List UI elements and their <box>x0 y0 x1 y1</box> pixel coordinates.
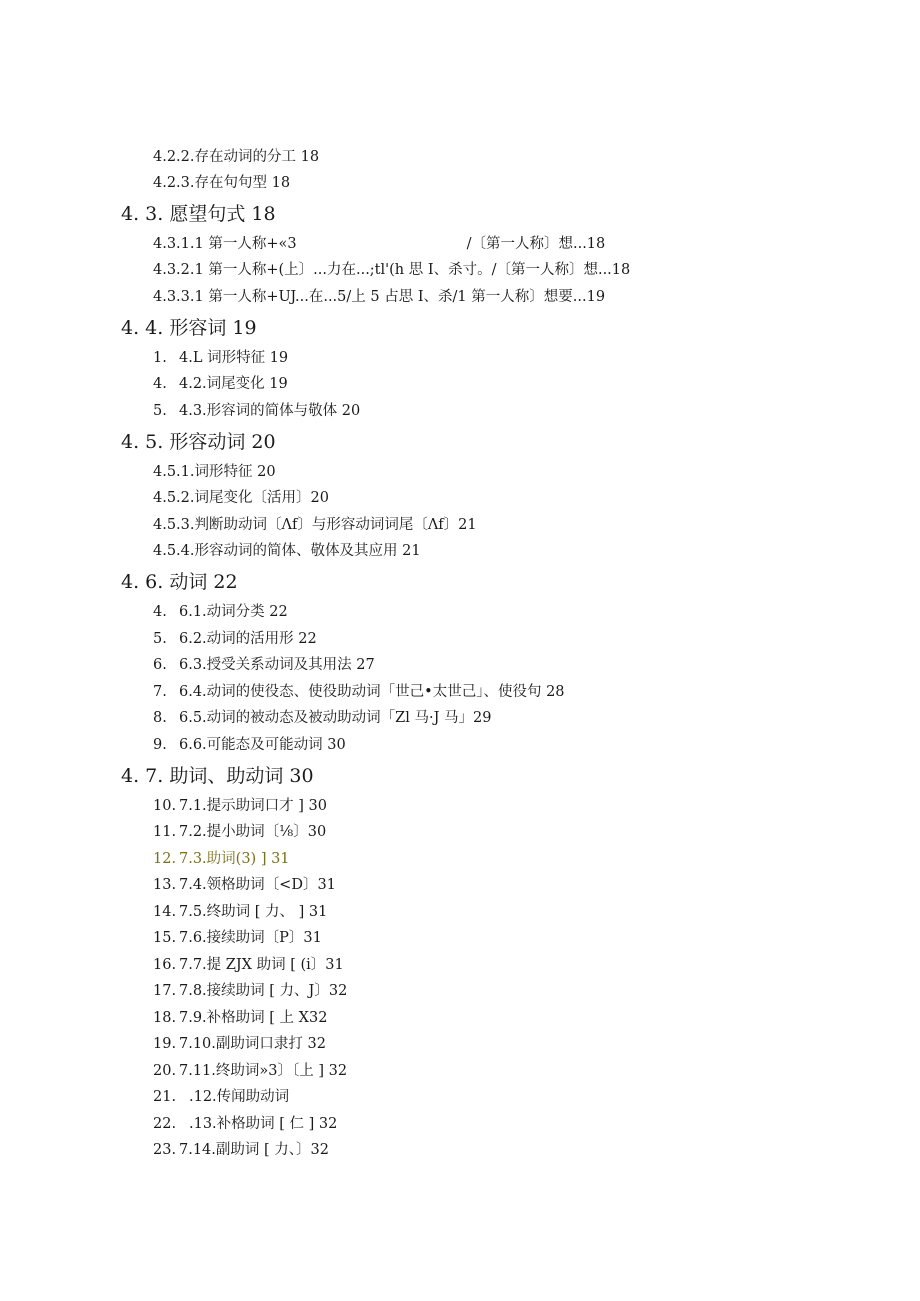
toc-number: 13. <box>153 877 177 893</box>
toc-number: 5. <box>153 403 167 419</box>
toc-number: 10. <box>153 798 177 814</box>
toc-entry-4-7-12: .12.传闻助动词 <box>189 1089 290 1105</box>
toc-entry-4-7-14: 7.14.副助词 [ 力、〕32 <box>179 1142 329 1158</box>
toc-entry-4-4-2: 4.2.词尾变化 19 <box>179 376 288 392</box>
toc-heading-4-7: 4. 7. 助词、助动词 30 <box>121 765 314 787</box>
toc-entry-4-6-4: 6.4.动词的使役态、使役助动词「世己•太世己」、使役句 28 <box>179 684 565 700</box>
toc-entry-4-7-11: 7.11.终助词»3〕〔上 ] 32 <box>179 1063 348 1079</box>
toc-entry-4-6-3: 6.3.授受关系动词及其用法 27 <box>179 657 375 673</box>
toc-entry-4-5-4: 4.5.4.形容动词的简体、敬体及其应用 21 <box>153 543 421 559</box>
toc-entry-4-7-4: 7.4.领格助词〔<D〕31 <box>179 877 336 893</box>
toc-entry-4-7-7: 7.7.提 ZJX 助词 [ (i〕31 <box>179 957 344 973</box>
toc-entry-4-5-1: 4.5.1.词形特征 20 <box>153 464 276 480</box>
toc-entry-4-7-3: 7.3.助词(3) ] 31 <box>179 851 290 867</box>
toc-heading-4-5: 4. 5. 形容动词 20 <box>121 431 276 453</box>
toc-number: 19. <box>153 1036 177 1052</box>
toc-entry-4-7-6: 7.6.接续助词〔P〕31 <box>179 930 322 946</box>
toc-entry-4-7-1: 7.1.提示助词口才 ] 30 <box>179 798 327 814</box>
toc-entry-4-7-10: 7.10.副助词口隶打 32 <box>179 1036 326 1052</box>
toc-number: 17. <box>153 983 177 999</box>
toc-number: 6. <box>153 657 167 673</box>
toc-entry-4-3-2-1: 4.3.2.1 第一人称+(上〕...力在...;tl'(h 思 I、杀寸。/〔第一人称〕想...18 <box>153 262 631 278</box>
toc-number: 9. <box>153 737 167 753</box>
toc-number: 21. <box>153 1089 177 1105</box>
toc-entry-4-6-6: 6.6.可能态及可能动词 30 <box>179 737 346 753</box>
toc-entry-4-3-3-1: 4.3.3.1 第一人称+UJ...在...5/上 5 占思 I、杀/1 第一人称〕想要...19 <box>153 289 606 305</box>
toc-entry-4-5-2: 4.5.2.词尾变化〔活用〕20 <box>153 490 329 506</box>
toc-number: 7. <box>153 684 167 700</box>
toc-heading-4-6: 4. 6. 动词 22 <box>121 571 238 593</box>
toc-number: 11. <box>153 824 177 840</box>
toc-number: 4. <box>153 604 167 620</box>
toc-heading-4-4: 4. 4. 形容词 19 <box>121 317 257 339</box>
toc-entry-4-3-1-1 <box>153 237 605 252</box>
toc-entry-4-5-3: 4.5.3.判断助动词〔Λf〕与形容动词词尾〔Λf〕21 <box>153 517 477 533</box>
toc-heading-4-3: 4. 3. 愿望句式 18 <box>121 203 276 225</box>
toc-entry-4-7-9: 7.9.补格助词 [ 上 X32 <box>179 1010 328 1026</box>
toc-number: 12. <box>153 851 177 867</box>
toc-number: 14. <box>153 904 177 920</box>
toc-entry-4-6-5: 6.5.动词的被动态及被动助动词「Zl 马·J 马」29 <box>179 710 492 726</box>
toc-number: 20. <box>153 1063 177 1079</box>
toc-number: 5. <box>153 631 167 647</box>
toc-entry-4-2-3: 4.2.3.存在句句型 18 <box>153 175 291 191</box>
toc-entry-4-7-8: 7.8.接续助词 [ 力、J〕32 <box>179 983 348 999</box>
toc-entry-4-6-1: 6.1.动词分类 22 <box>179 604 288 620</box>
toc-entry-4-3-1-1-left: 4.3.1.1 第一人称+«3 <box>153 236 297 252</box>
toc-number: 18. <box>153 1010 177 1026</box>
toc-entry-4-7-5: 7.5.终助词 [ 力、 ] 31 <box>179 904 328 920</box>
toc-entry-4-7-13: .13.补格助词 [ 仁 ] 32 <box>189 1116 338 1132</box>
toc-number: 22. <box>153 1116 177 1132</box>
toc-entry-4-6-2: 6.2.动词的活用形 22 <box>179 631 317 647</box>
toc-number: 16. <box>153 957 177 973</box>
toc-entry-4-4-1: 4.L 词形特征 19 <box>179 350 289 366</box>
toc-entry-4-7-2: 7.2.提小助词〔⅛〕30 <box>179 824 327 840</box>
toc-number: 8. <box>153 710 167 726</box>
toc-entry-4-2-2: 4.2.2.存在动词的分工 18 <box>153 149 320 165</box>
toc-entry-4-4-3: 4.3.形容词的简体与敬体 20 <box>179 403 361 419</box>
toc-number: 23. <box>153 1142 177 1158</box>
toc-entry-4-3-1-1-right: /〔第一人称〕想...18 <box>466 236 606 252</box>
toc-number: 15. <box>153 930 177 946</box>
toc-number: 1. <box>153 350 167 366</box>
toc-number: 4. <box>153 376 167 392</box>
